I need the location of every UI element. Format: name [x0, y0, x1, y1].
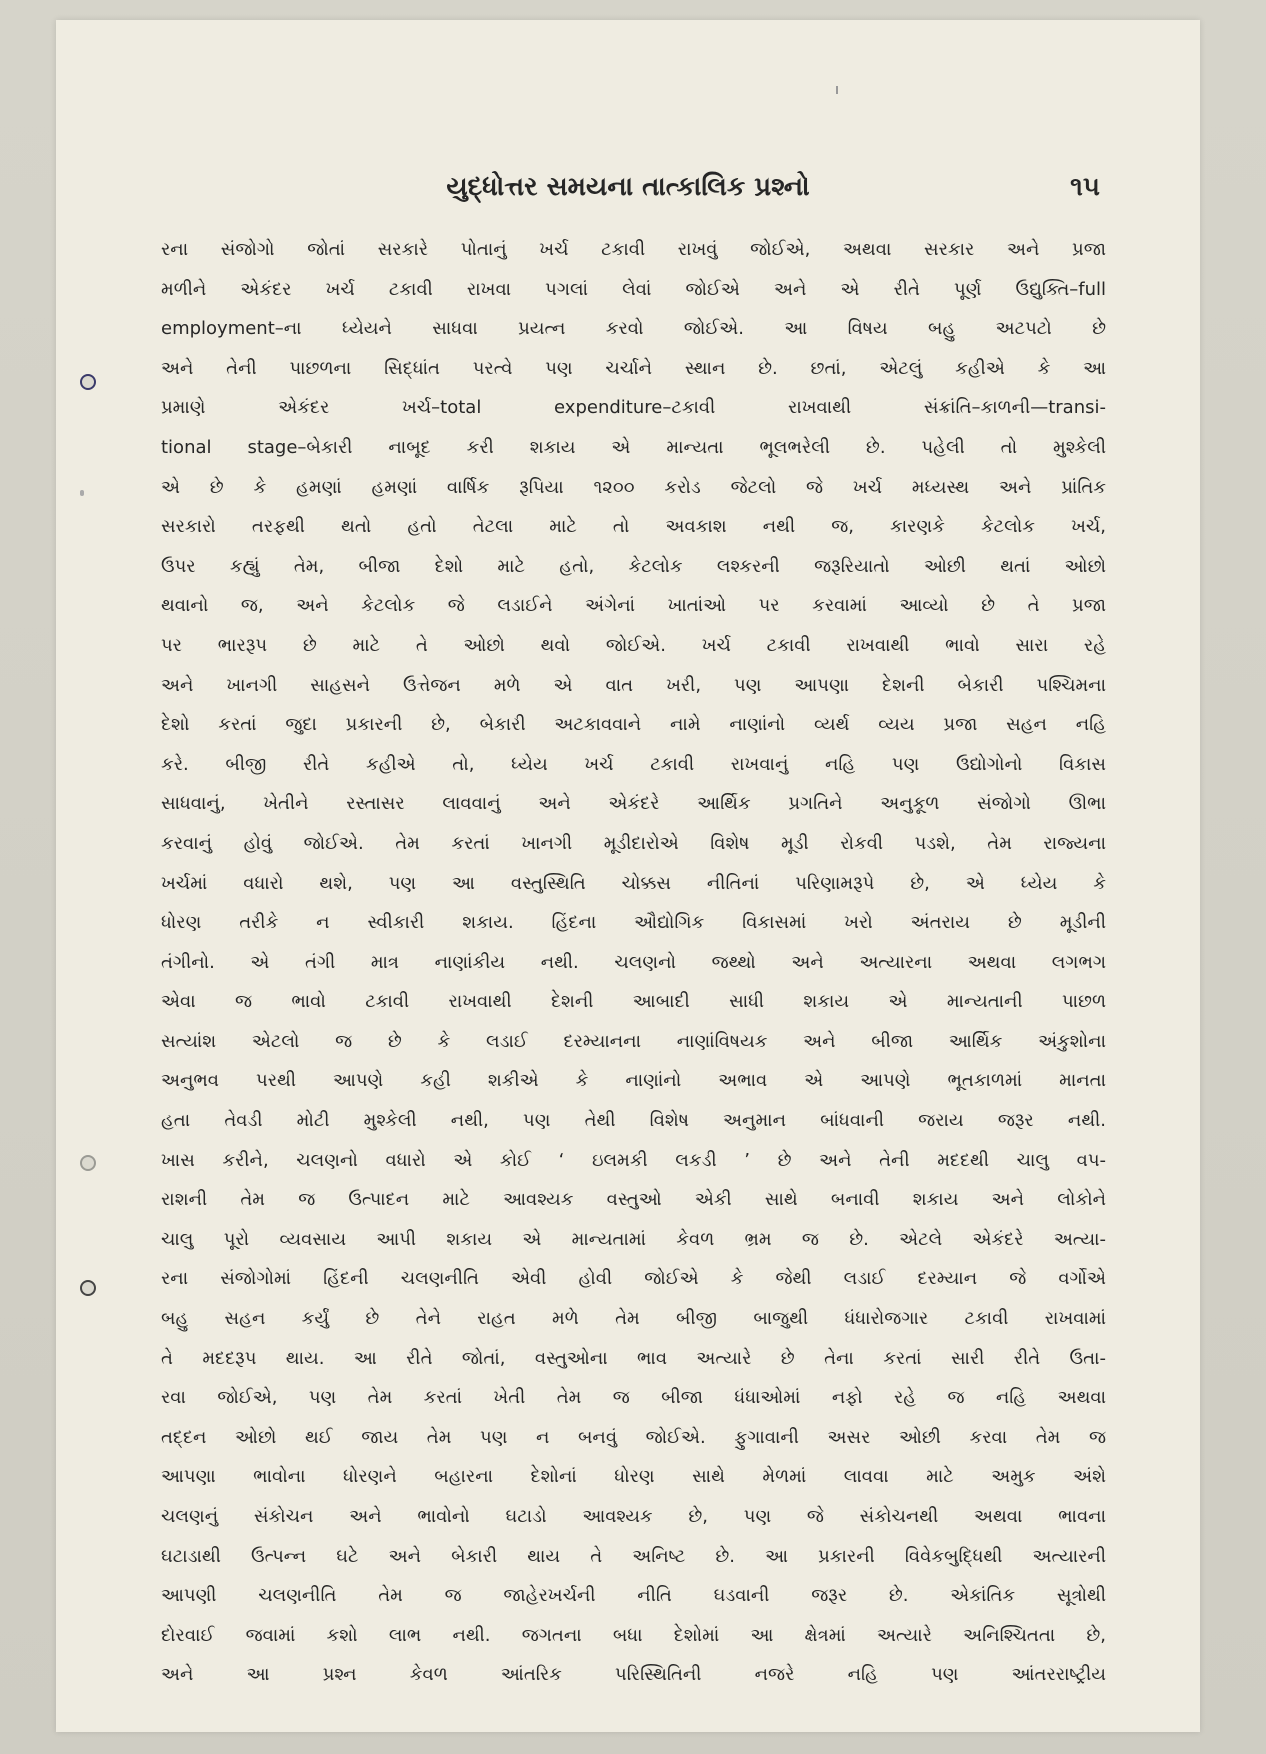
- text-line: ખર્ચમાં વધારો થશે, પણ આ વસ્તુસ્થિતિ ચોક્કસ નીતિનાં પરિણામરૂપે છે, એ ધ્યેય કે: [161, 872, 1106, 894]
- page-number: ૧૫: [1070, 172, 1100, 202]
- text-line: ઉપર કહ્યું તેમ, બીજા દેશો માટે હતો, કેટલોક લશ્કરની જરૂરિયાતો ઓછી થતાં ઓછો: [161, 555, 1106, 577]
- running-title: યુદ્ધોત્તર સમયના તાત્કાલિક પ્રશ્નો: [446, 172, 810, 202]
- text-line: ચાલુ પૂરો વ્યવસાય આપી શકાય એ માન્યતામાં કેવળ ભ્રમ જ છે. એટલે એકંદરે અત્યા-: [161, 1228, 1106, 1250]
- text-line: અને તેની પાછળના સિદ્ધાંત પરત્વે પણ ચર્ચાને સ્થાન છે. છતાં, એટલું કહીએ કે આ: [161, 357, 1106, 379]
- text-line: અને આ પ્રશ્ન કેવળ આંતરિક પરિસ્થિતિની નજરે નહિ પણ આંતરરાષ્ટ્રીય: [161, 1664, 1106, 1686]
- text-line: દેશો કરતાં જુદા પ્રકારની છે, બેકારી અટકાવવાને નામે નાણાંનો વ્યર્થ વ્યય પ્રજા સહન નહિ: [161, 714, 1106, 736]
- text-line: ચલણનું સંકોચન અને ભાવોનો ઘટાડો આવશ્યક છે, પણ જે સંકોચનથી અથવા ભાવના: [161, 1506, 1106, 1527]
- text-line: ઘટાડાથી ઉત્પન્ન ઘટે અને બેકારી થાય તે અનિષ્ટ છે. આ પ્રકારની વિવેકબુદ્ધિથી અત્યારની: [161, 1545, 1106, 1567]
- text-line: પર ભારરૂપ છે માટે તે ઓછો થવો જોઈએ. ખર્ચ ટકાવી રાખવાથી ભાવો સારા રહે: [161, 634, 1106, 656]
- text-line: આપણી ચલણનીતિ તેમ જ જાહેરખર્ચની નીતિ ઘડવાની જરૂર છે. એકાંતિક સૂત્રોથી: [161, 1585, 1106, 1607]
- text-line: સાધવાનું, ખેતીને રસ્તાસર લાવવાનું અને એકંદરે આર્થિક પ્રગતિને અનુકૂળ સંજોગો ઊભા: [161, 793, 1106, 815]
- binding-hole-mark: [80, 1280, 96, 1296]
- text-line: રના સંજોગોમાં હિંદની ચલણનીતિ એવી હોવી જોઈએ કે જેથી લડાઈ દરમ્યાન જે વર્ગોએ: [161, 1268, 1106, 1290]
- text-line: સત્યાંશ એટલો જ છે કે લડાઈ દરમ્યાનના નાણાંવિષયક અને બીજા આર્થિક અંકુશોના: [161, 1030, 1106, 1052]
- text-line: રના સંજોગો જોતાં સરકારે પોતાનું ખર્ચ ટકાવી રાખવું જોઈએ, અથવા સરકાર અને પ્રજા: [161, 239, 1106, 260]
- page-header: [56, 160, 1200, 220]
- book-page: [56, 20, 1200, 1732]
- binding-hole-mark: [80, 374, 96, 390]
- text-line: થવાનો જ, અને કેટલોક જે લડાઈને અંગેનાં ખાતાંઓ પર કરવામાં આવ્યો છે તે પ્રજા: [161, 595, 1106, 617]
- text-line: તંગીનો. એ તંગી માત્ર નાણાંકીય નથી. ચલણનો જથ્થો અને અત્યારના અથવા લગભગ: [161, 951, 1106, 973]
- margin-speck: [836, 86, 838, 94]
- text-line: કરવાનું હોવું જોઈએ. તેમ કરતાં ખાનગી મૂડીદારોએ વિશેષ મૂડી રોકવી પડશે, તેમ રાજ્યના: [161, 832, 1106, 854]
- text-line: હતા તેવડી મોટી મુશ્કેલી નથી, પણ તેથી વિશેષ અનુમાન બાંધવાની જરાય જરૂર નથી.: [161, 1110, 1106, 1132]
- text-line: એવા જ ભાવો ટકાવી રાખવાથી દેશની આબાદી સાધી શકાય એ માન્યતાની પાછળ: [161, 991, 1106, 1013]
- text-line: ખાસ કરીને, ચલણનો વધારો એ કોઈ ‘ ઇલમકી લકડી ’ છે અને તેની મદદથી ચાલુ વપ-: [161, 1149, 1106, 1171]
- text-line: employment–ના ધ્યેયને સાધવા પ્રયત્ન કરવો જોઈએ. આ વિષય બહુ અટપટો છે: [161, 318, 1106, 340]
- body-text: [161, 230, 1106, 1695]
- text-line: સરકારો તરફથી થતો હતો તેટલા માટે તો અવકાશ નથી જ, કારણકે કેટલોક ખર્ચ,: [161, 516, 1106, 538]
- binding-hole-mark: [80, 1155, 96, 1171]
- text-line: રવા જોઈએ, પણ તેમ કરતાં ખેતી તેમ જ બીજા ધંધાઓમાં નફો રહે જ નહિ અથવા: [161, 1387, 1106, 1409]
- text-line: દોરવાઈ જવામાં કશો લાભ નથી. જગતના બધા દેશોમાં આ ક્ષેત્રમાં અત્યારે અનિશ્ચિતતા છે,: [161, 1624, 1106, 1646]
- text-line: tional stage–બેકારી નાબૂદ કરી શકાય એ માન્યતા ભૂલભરેલી છે. પહેલી તો મુશ્કેલી: [161, 436, 1106, 458]
- text-line: બહુ સહન કર્યું છે તેને રાહત મળે તેમ બીજી બાજુથી ધંધારોજગાર ટકાવી રાખવામાં: [161, 1308, 1106, 1330]
- text-line: આપણા ભાવોના ધોરણને બહારના દેશોનાં ધોરણ સાથે મેળમાં લાવવા માટે અમુક અંશે: [161, 1466, 1106, 1488]
- text-line: ધોરણ તરીકે ન સ્વીકારી શકાય. હિંદના ઔદ્યોગિક વિકાસમાં ખરો અંતરાય છે મૂડીની: [161, 912, 1106, 934]
- text-line: અનુભવ પરથી આપણે કહી શકીએ કે નાણાંનો અભાવ એ આપણે ભૂતકાળમાં માનતા: [161, 1070, 1106, 1092]
- text-line: તે મદદરૂપ થાય. આ રીતે જોતાં, વસ્તુઓના ભાવ અત્યારે છે તેના કરતાં સારી રીતે ઉતા-: [161, 1347, 1106, 1369]
- text-line: પ્રમાણે એકંદર ખર્ચ–total expenditure–ટકાવી રાખવાથી સંક્રાંતિ–કાળની—transi-: [161, 397, 1106, 419]
- text-line: મળીને એકંદર ખર્ચ ટકાવી રાખવા પગલાં લેવાં જોઈએ અને એ રીતે પૂર્ણ ઉદ્યુક્તિ–full: [161, 278, 1106, 300]
- text-line: કરે. બીજી રીતે કહીએ તો, ધ્યેય ખર્ચ ટકાવી રાખવાનું નહિ પણ ઉદ્યોગોનો વિકાસ: [161, 753, 1106, 775]
- text-line: અને ખાનગી સાહસને ઉત્તેજન મળે એ વાત ખરી, પણ આપણા દેશની બેકારી પશ્ચિમના: [161, 674, 1106, 696]
- text-line: એ છે કે હમણાં હમણાં વાર્ષિક રૂપિયા ૧૨૦૦ કરોડ જેટલો જે ખર્ચ મધ્યસ્થ અને પ્રાંતિક: [161, 476, 1106, 498]
- text-line: તદ્દન ઓછો થઈ જાય તેમ પણ ન બનવું જોઈએ. ફુગાવાની અસર ઓછી કરવા તેમ જ: [161, 1426, 1106, 1448]
- margin-speck: [80, 490, 84, 496]
- text-line: રાશની તેમ જ ઉત્પાદન માટે આવશ્યક વસ્તુઓ એકી સાથે બનાવી શકાય અને લોકોને: [161, 1189, 1106, 1211]
